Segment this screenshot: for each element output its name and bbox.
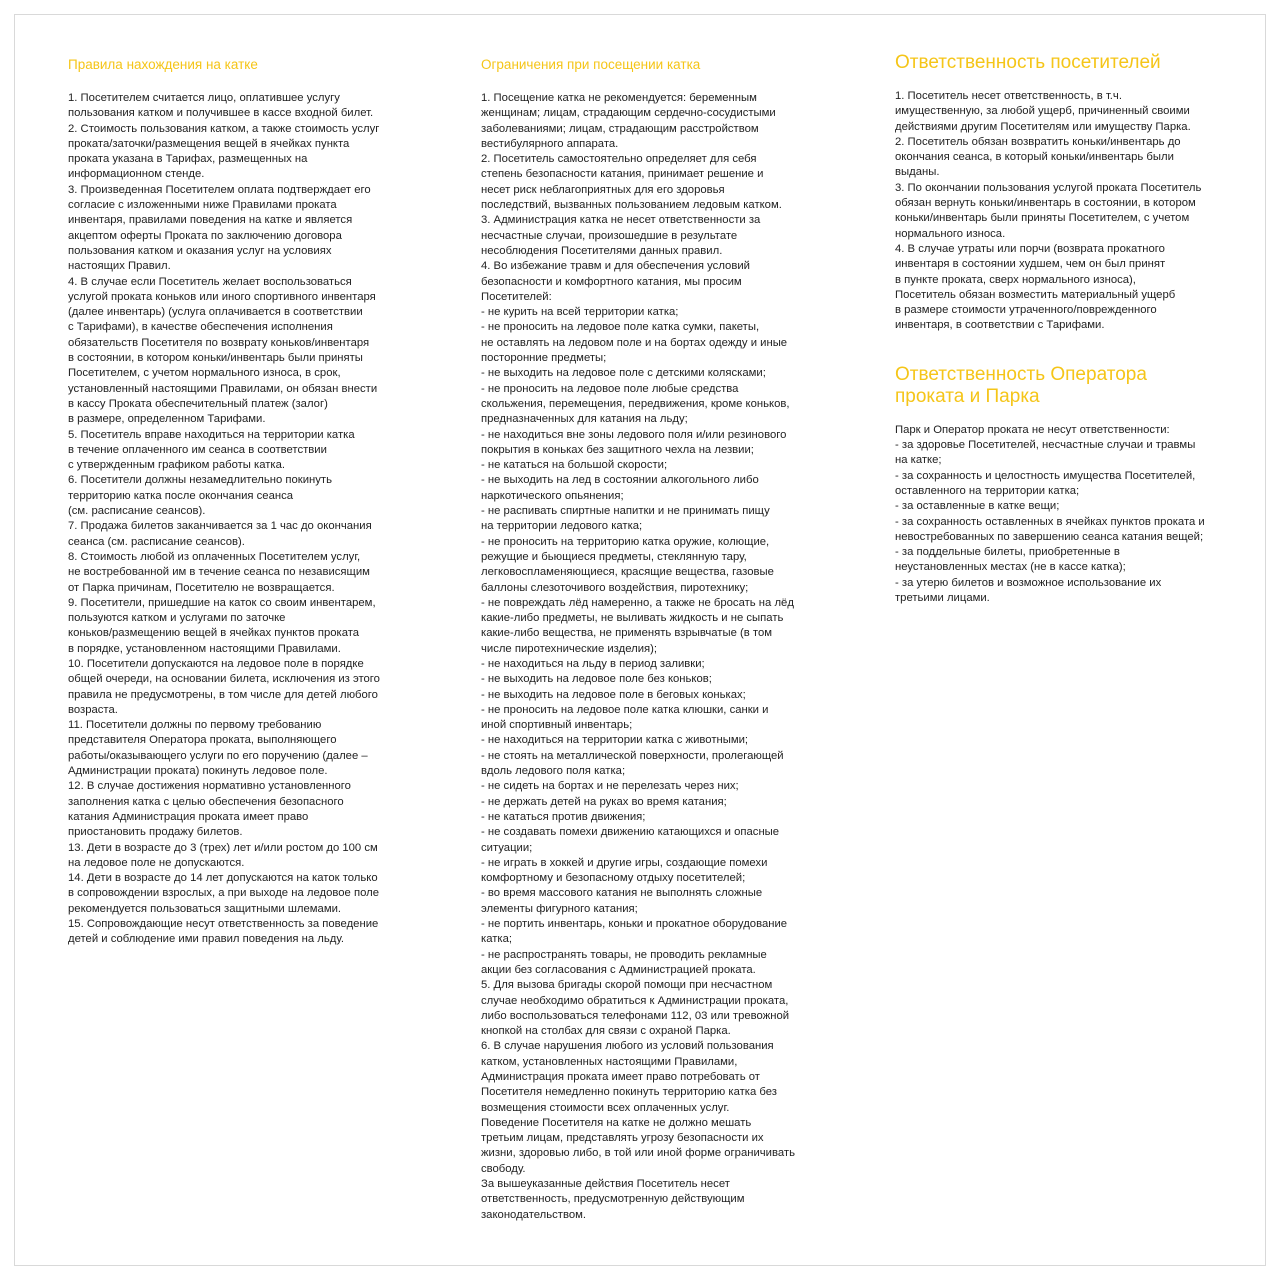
text-line: Администрации проката) покинуть ледовое поле. <box>68 765 328 778</box>
operator-heading-line-2: проката и Парка <box>895 385 1040 407</box>
text-line: - не играть в хоккей и другие игры, создающие помехи <box>481 856 768 869</box>
text-line: неустановленных местах (не в кассе катка); <box>895 561 1126 574</box>
text-line: катком, установленных настоящими Правилами, <box>481 1055 738 1068</box>
text-line: невостребованных по завершению сеанса катания вещей; <box>895 530 1204 543</box>
text-line: возмещения стоимости всех оплаченных услуг. <box>481 1101 730 1114</box>
text-line: возраста. <box>68 703 118 716</box>
text-line: 4. В случае утраты или порчи (возврата прокатного <box>895 242 1165 255</box>
text-line: легковоспламеняющиеся, красящие вещества, газовые <box>481 566 774 579</box>
text-line: катания Администрация проката имеет право <box>68 810 309 823</box>
text-line: режущие и бьющиеся предметы, стеклянную тару, <box>481 550 747 563</box>
text-line: на катке; <box>895 454 942 467</box>
text-line: вестибулярного аппарата. <box>481 137 619 150</box>
text-line: - не находиться вне зоны ледового поля и/или резинового <box>481 428 787 441</box>
text-line: действиями другим Посетителям или имуществу Парка. <box>895 120 1191 133</box>
text-line: инвентаря в состоянии худшем, чем он был принят <box>895 258 1166 271</box>
rules-column <box>68 52 398 948</box>
text-line: - не выходить на ледовое поле без коньков; <box>481 673 712 686</box>
text-line: 2. Посетитель самостоятельно определяет для себя <box>481 153 757 166</box>
text-line: ответственность, предусмотренную действующим <box>481 1193 745 1206</box>
text-line: либо воспользоваться телефонами 112, 03 или тревожной <box>481 1009 790 1022</box>
text-line: Посетителей: <box>481 290 552 303</box>
text-line: 10. Посетители допускаются на ледовое поле в порядке <box>68 657 364 670</box>
text-line: - во время массового катания не выполнять сложные <box>481 887 763 900</box>
text-line: 3. Произведенная Посетителем оплата подтверждает его <box>68 183 371 196</box>
text-line: элементы фигурного катания; <box>481 902 638 915</box>
text-line: свободу. <box>481 1162 526 1175</box>
text-line: 8. Стоимость любой из оплаченных Посетителем услуг, <box>68 550 361 563</box>
text-line: (см. расписание сеансов). <box>68 505 206 518</box>
text-line: не оставлять на ледовом поле и на бортах одежду и иные <box>481 336 788 349</box>
operator-responsibility-heading <box>895 364 1225 408</box>
text-line: с Тарифами), в качестве обеспечения исполнения <box>68 321 333 334</box>
text-line: - не создавать помехи движению катающихся и опасные <box>481 826 780 839</box>
text-line: числе пиротехнические изделия); <box>481 642 658 655</box>
text-line: оставленного на территории катка; <box>895 484 1080 497</box>
text-line: не востребованной им в течение сеанса по независящим <box>68 566 370 579</box>
text-line: проката/заточки/размещения вещей в ячейках пункта <box>68 137 350 150</box>
text-line: - не кататься против движения; <box>481 810 646 823</box>
text-line: 4. В случае если Посетитель желает воспользоваться <box>68 275 352 288</box>
text-line: инвентаря, правилами поведения на катке и является <box>68 214 353 227</box>
text-line: на ледовое поле не допускаются. <box>68 856 245 869</box>
text-line: законодательством. <box>481 1208 587 1221</box>
text-line: - за поддельные билеты, приобретенные в <box>895 546 1120 559</box>
text-line: коньков/размещению вещей в ячейках пунктов проката <box>68 627 360 640</box>
text-line: - не распивать спиртные напитки и не принимать пищу <box>481 505 770 518</box>
text-line: на территории ледового катка; <box>481 520 643 533</box>
text-line: в состоянии, в котором коньки/инвентарь были приняты <box>68 352 363 365</box>
visitor-responsibility-text <box>895 89 1225 334</box>
text-line: Администрация проката имеет право потребовать от <box>481 1071 760 1083</box>
text-line: скольжения, перемещения, передвижения, кроме коньков, <box>481 397 790 410</box>
restrictions-column <box>481 52 811 1223</box>
text-line: акцептом оферты Проката по заключению договора <box>68 229 342 242</box>
text-line: предназначенных для катания на льду; <box>481 413 688 426</box>
text-line: пользования катком и получившее в кассе входной билет. <box>68 107 374 120</box>
text-line: имущественную, за любой ущерб, причиненный своими <box>895 105 1190 118</box>
text-line: третьим лицам, представлять угрозу безопасности их <box>481 1132 764 1145</box>
operator-responsibility-text <box>895 423 1225 607</box>
text-line: 3. Администрация катка не несет ответственности за <box>481 214 761 227</box>
text-line: - не держать детей на руках во время катания; <box>481 795 727 808</box>
text-line: в порядке, установленном настоящими Правилами. <box>68 642 341 655</box>
text-line: Посетитель обязан возместить материальный ущерб <box>895 288 1176 301</box>
text-line: - за утерю билетов и возможное использование их <box>895 576 1162 589</box>
text-line: катка; <box>481 933 513 946</box>
text-line: информационном стенде. <box>68 168 205 181</box>
rules-heading: Правила нахождения на катке <box>68 57 258 72</box>
text-line: услугой проката коньков или иного спортивного инвентаря <box>68 290 376 303</box>
text-line: в размере, определенном Тарифами. <box>68 413 266 426</box>
text-line: кнопкой на столбах для связи с охраной Парка. <box>481 1025 731 1038</box>
text-line: - не проносить на ледовое поле катка клюшки, санки и <box>481 703 769 716</box>
restrictions-heading: Ограничения при посещении катка <box>481 57 701 72</box>
text-line: несоблюдения Посетителями данных правил. <box>481 244 723 257</box>
text-line: сеанса (см. расписание сеансов). <box>68 535 245 548</box>
text-line: нормального износа. <box>895 227 1006 240</box>
text-line: - не выходить на ледовое поле с детскими колясками; <box>481 367 766 380</box>
text-line: - не проносить на территорию катка оружие, колющие, <box>481 535 770 548</box>
text-line: - за здоровье Посетителей, несчастные случаи и травмы <box>895 439 1196 452</box>
text-line: - не повреждать лёд намеренно, а также не бросать на лёд <box>481 596 794 609</box>
text-line: - за оставленные в катке вещи; <box>895 500 1060 513</box>
text-line: - не сидеть на бортах и не перелезать через них; <box>481 780 739 793</box>
text-line: обязан вернуть коньки/инвентарь в состоянии, в котором <box>895 197 1196 210</box>
restrictions-text <box>481 91 811 1223</box>
text-line: от Парка причинам, Посетителю не возвращается. <box>68 581 335 594</box>
text-line: работы/оказывающего услуги по его поручению (далее – <box>68 749 368 762</box>
rules-text <box>68 91 398 948</box>
text-line: - не выходить на ледовое поле в беговых коньках; <box>481 688 746 701</box>
text-line: инвентаря, в соответствии с Тарифами. <box>895 319 1105 332</box>
text-line: покрытия в коньках без защитного чехла на лезвии; <box>481 443 754 456</box>
text-line: 6. В случае нарушения любого из условий пользования <box>481 1040 774 1053</box>
text-line: 1. Посещение катка не рекомендуется: беременным <box>481 92 757 104</box>
text-line: заболеваниями; лицам, страдающим расстройством <box>481 122 759 135</box>
text-line: степень безопасности катания, принимает решение и <box>481 168 764 181</box>
text-line: Поведение Посетителя на катке не должно мешать <box>481 1116 752 1129</box>
text-line: в размере стоимости утраченного/поврежденного <box>895 304 1157 317</box>
text-line: 13. Дети в возрасте до 3 (трех) лет и/или ростом до 100 см <box>68 841 378 854</box>
text-line: - не находиться на территории катка с животными; <box>481 734 749 747</box>
text-line: ситуации; <box>481 841 533 854</box>
text-line: - не стоять на металлической поверхности, пролегающей <box>481 749 784 762</box>
text-line: настоящих Правил. <box>68 260 171 273</box>
text-line: 6. Посетители должны незамедлительно покинуть <box>68 474 332 487</box>
text-line: установленный настоящими Правилами, он обязан внести <box>68 382 378 395</box>
text-line: Посетителя немедленно покинуть территорию катка без <box>481 1086 777 1099</box>
text-line: - не портить инвентарь, коньки и прокатное оборудование <box>481 918 788 931</box>
text-line: - не проносить на ледовое поле катка сумки, пакеты, <box>481 321 760 334</box>
text-line: 2. Посетитель обязан возвратить коньки/инвентарь до <box>895 135 1181 148</box>
text-line: в пункте проката, сверх нормального износа), <box>895 273 1136 286</box>
text-line: общей очереди, на основании билета, исключения из этого <box>68 673 380 686</box>
responsibility-column <box>895 52 1225 606</box>
text-line: наркотического опьянения; <box>481 489 624 502</box>
text-line: какие-либо вещества, не применять взрывчатые (в том <box>481 627 772 640</box>
text-line: женщинам; лицам, страдающим сердечно-сосудистыми <box>481 107 776 120</box>
text-line: жизни, здоровью либо, в той или иной форме ограничивать <box>481 1147 795 1160</box>
text-line: в сопровождении взрослых, а при выходе на ледовое поле <box>68 887 379 900</box>
text-line: - не находиться на льду в период заливки; <box>481 657 705 670</box>
text-line: в кассу Проката обеспечительный платеж (залог) <box>68 397 328 410</box>
text-line: несет риск неблагоприятных для его здоровья <box>481 183 725 196</box>
text-line: За вышеуказанные действия Посетитель несет <box>481 1178 730 1191</box>
text-line: заполнения катка с целью обеспечения безопасного <box>68 795 344 808</box>
text-line: приостановить продажу билетов. <box>68 826 243 839</box>
text-line: последствий, вызванных пользованием ледовым катком. <box>481 199 782 212</box>
text-line: проката указана в Тарифах, размещенных на <box>68 153 308 166</box>
text-line: - не распространять товары, не проводить рекламные <box>481 948 767 961</box>
text-line: третьими лицами. <box>895 592 990 605</box>
text-line: согласие с изложенными ниже Правилами проката <box>68 199 337 212</box>
text-line: 1. Посетителем считается лицо, оплатившее услугу <box>68 92 340 104</box>
text-line: пользуются катком и услугами по заточке <box>68 612 286 625</box>
text-line: комфортному и безопасному отдыху посетителей; <box>481 872 746 885</box>
text-line: акции без согласования с Администрацией проката. <box>481 963 756 976</box>
text-line: (далее инвентарь) (услуга оплачивается в соответствии <box>68 306 363 319</box>
text-line: пользования катком и оказания услуг на условиях <box>68 244 332 257</box>
text-line: - не кататься на большой скорости; <box>481 459 668 472</box>
text-line: с утвержденным графиком работы катка. <box>68 459 286 472</box>
text-line: безопасности и комфортного катания, мы просим <box>481 275 742 288</box>
text-line: вдоль ледового поля катка; <box>481 765 626 778</box>
text-line: баллоны слезоточивого воздействия, пиротехнику; <box>481 581 749 594</box>
text-line: - за сохранность и целостность имущества Посетителей, <box>895 469 1196 482</box>
text-line: 12. В случае достижения нормативно установленного <box>68 780 351 793</box>
text-line: 5. Посетитель вправе находиться на территории катка <box>68 428 355 441</box>
text-line: - не курить на всей территории катка; <box>481 306 679 319</box>
text-line: 1. Посетитель несет ответственность, в т.ч. <box>895 90 1122 102</box>
text-line: представителя Оператора проката, выполняющего <box>68 734 337 747</box>
text-line: 7. Продажа билетов заканчивается за 1 час до окончания <box>68 520 372 533</box>
text-line: какие-либо предметы, не выливать жидкость и не сыпать <box>481 612 784 625</box>
text-line: коньки/инвентарь были приняты Посетителем, с учетом <box>895 212 1190 225</box>
text-line: - за сохранность оставленных в ячейках пунктов проката и <box>895 515 1205 528</box>
text-line: несчастные случаи, произошедшие в результате <box>481 229 738 242</box>
text-line: случае необходимо обратиться к Администрации проката, <box>481 994 789 1007</box>
text-line: 5. Для вызова бригады скорой помощи при несчастном <box>481 979 773 992</box>
text-line: 11. Посетители должны по первому требованию <box>68 719 322 732</box>
text-line: посторонние предметы; <box>481 352 607 365</box>
text-line: территорию катка после окончания сеанса <box>68 489 294 502</box>
operator-heading-line-1: Ответственность Оператора <box>895 363 1147 385</box>
text-line: детей и соблюдение ими правил поведения на льду. <box>68 933 345 946</box>
text-line: 4. Во избежание травм и для обеспечения условий <box>481 260 750 273</box>
text-line: в течение оплаченного им сеанса в соответствии <box>68 443 327 456</box>
text-line: иной спортивный инвентарь; <box>481 719 633 732</box>
text-line: - не выходить на лед в состоянии алкогольного либо <box>481 474 759 487</box>
text-line: 15. Сопровождающие несут ответственность за поведение <box>68 918 379 931</box>
text-line: обязательств Посетителя по возврату коньков/инвентаря <box>68 336 370 349</box>
visitor-responsibility-heading: Ответственность посетителей <box>895 52 1161 73</box>
text-line: 9. Посетители, пришедшие на каток со своим инвентарем, <box>68 596 376 609</box>
text-line: 3. По окончании пользования услугой проката Посетитель <box>895 181 1202 194</box>
text-line: Посетителем, с учетом нормального износа, в срок, <box>68 367 341 380</box>
text-line: Парк и Оператор проката не несут ответственности: <box>895 423 1170 436</box>
text-line: - не проносить на ледовое поле любые средства <box>481 382 739 395</box>
text-line: правила не предусмотрены, в том числе для детей любого <box>68 688 378 701</box>
text-line: рекомендуется пользоваться защитными шлемами. <box>68 902 342 915</box>
text-line: окончания сеанса, в который коньки/инвентарь были <box>895 151 1174 164</box>
text-line: 2. Стоимость пользования катком, а также стоимость услуг <box>68 122 380 135</box>
text-line: выданы. <box>895 166 940 179</box>
text-line: 14. Дети в возрасте до 14 лет допускаются на каток только <box>68 872 378 885</box>
